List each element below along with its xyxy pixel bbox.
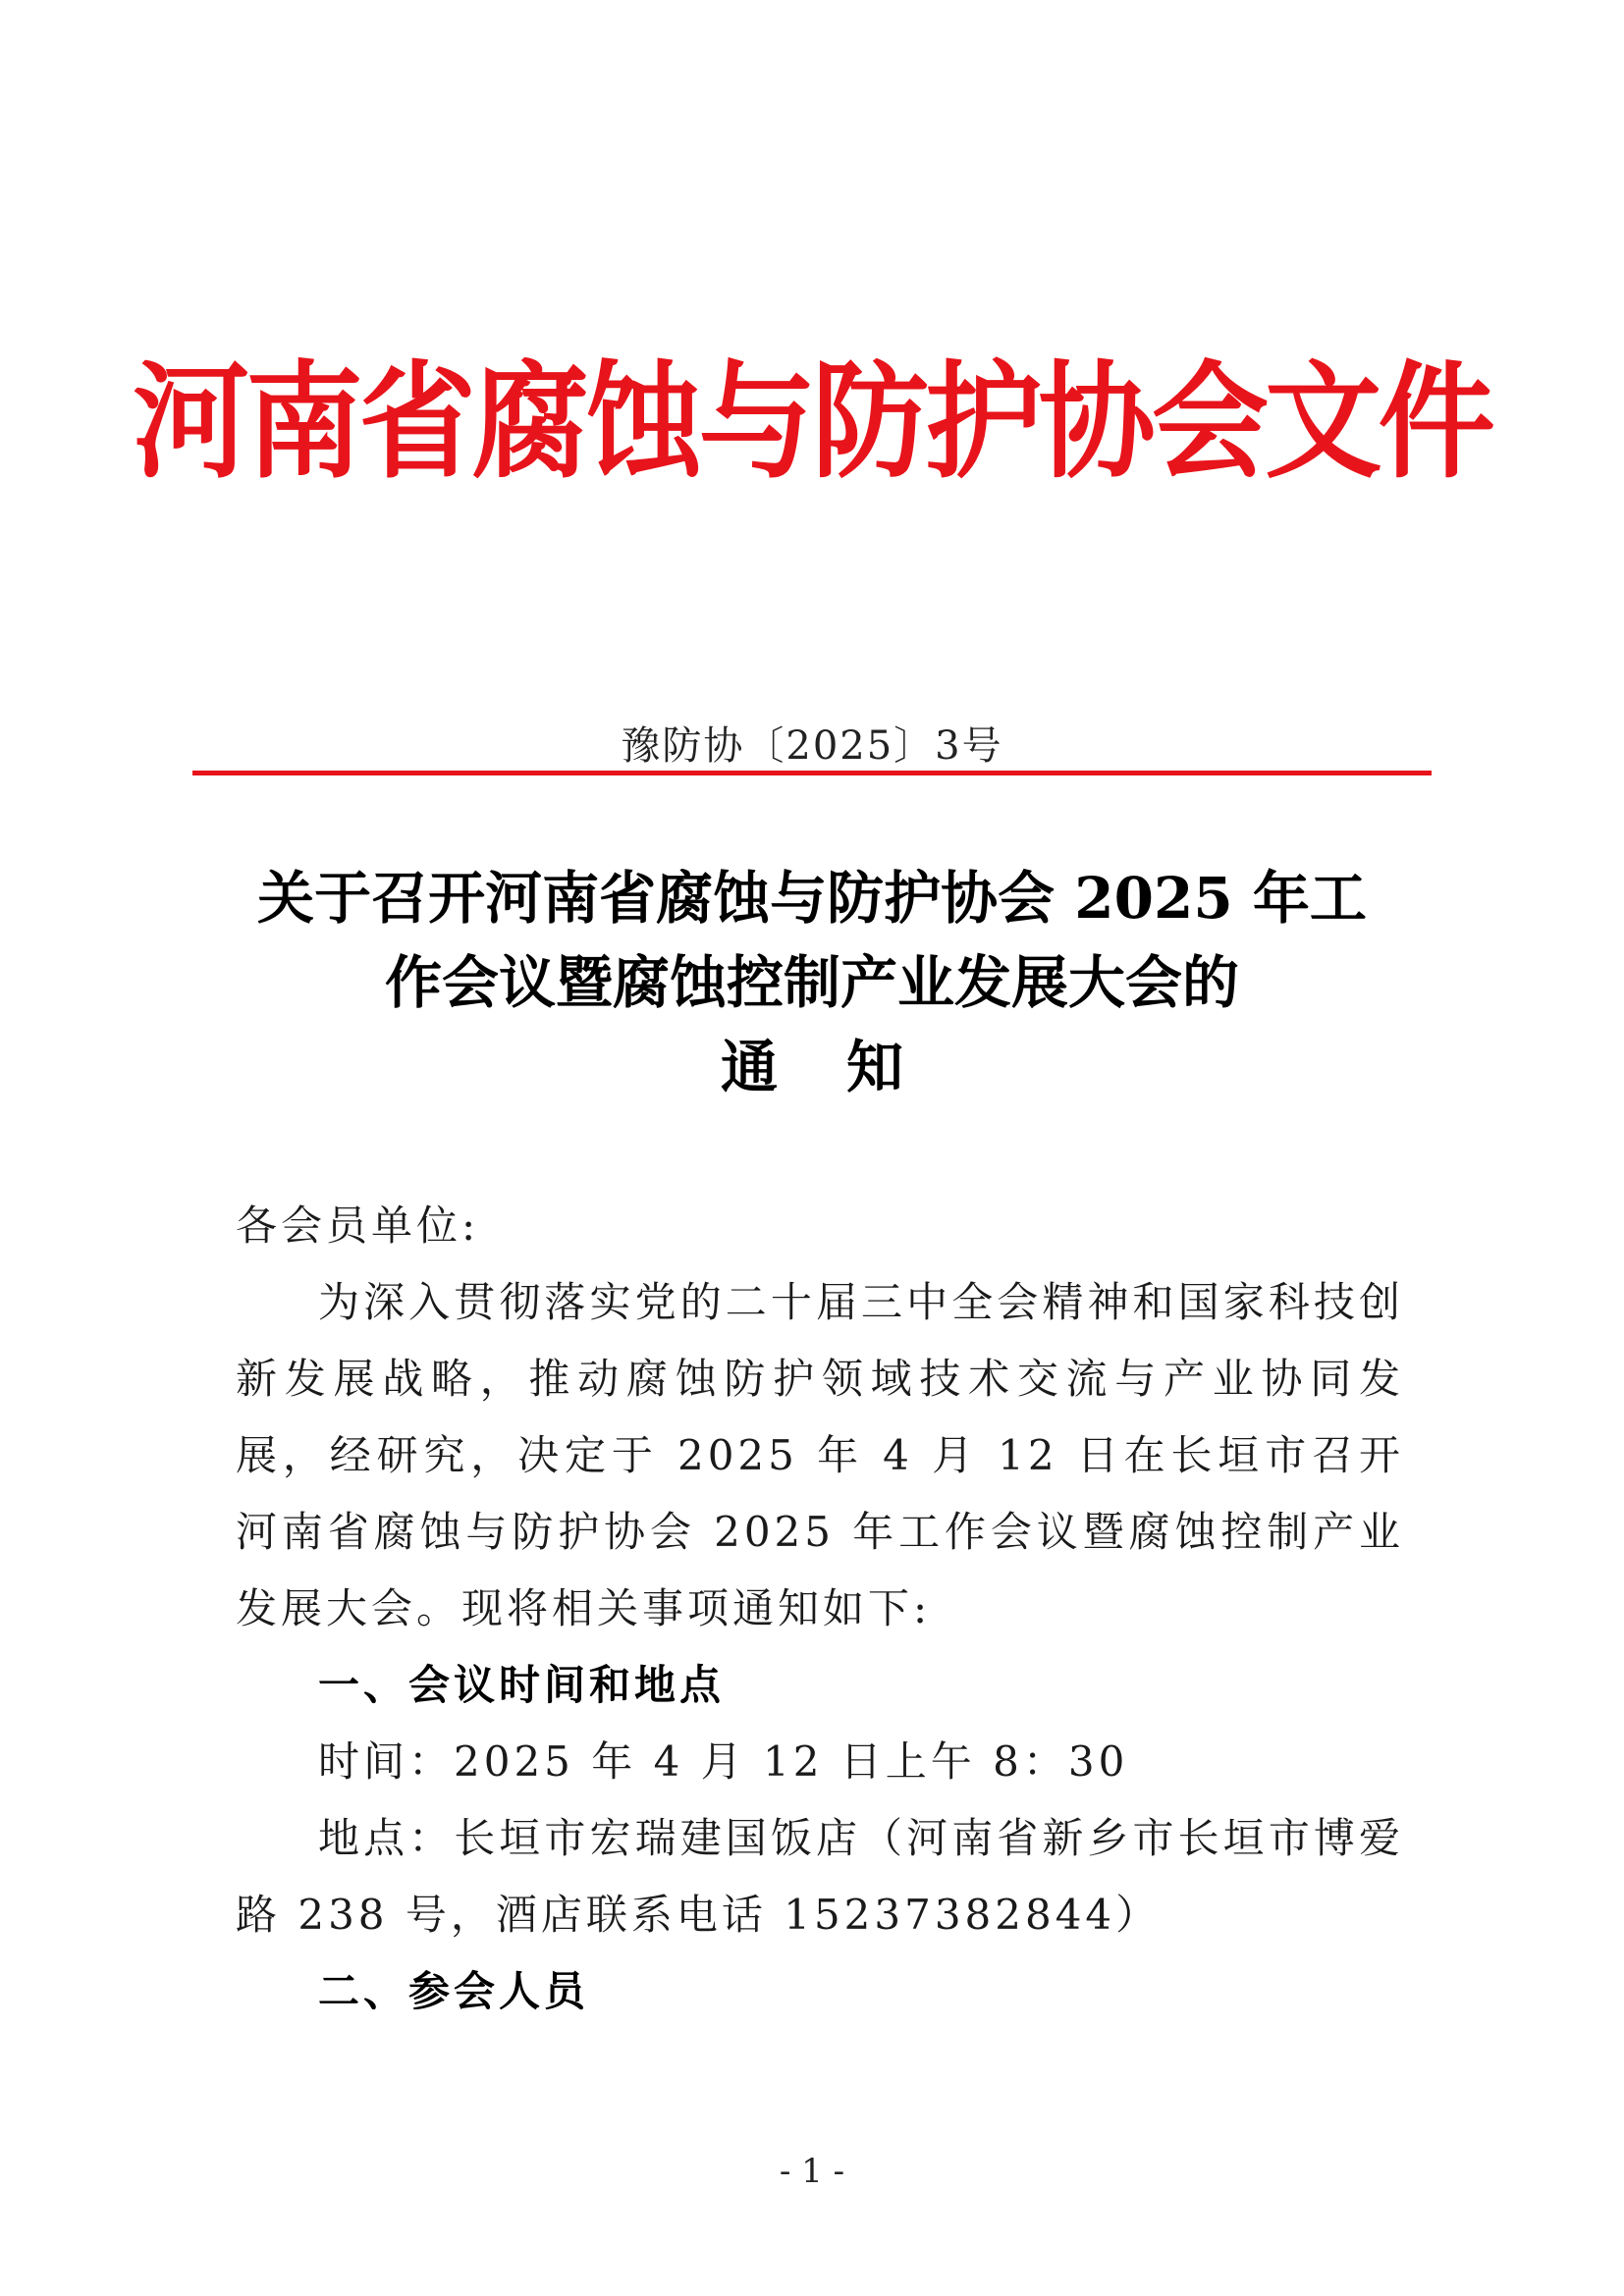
meeting-place: 地点：长垣市宏瑞建国饭店（河南省新乡市长垣市博爱路 238 号，酒店联系电话 15237382844） bbox=[236, 1814, 1404, 1939]
section-2-heading: 二、参会人员 bbox=[318, 1967, 590, 2015]
intro-paragraph: 为深入贯彻落实党的二十届三中全会精神和国家科技创新发展战略，推动腐蚀防护领域技术交流与产业协同发展，经研究，决定于 2025 年 4 月 12 日在长垣市召开河南省腐蚀与防护协会 2025 年工作会议暨腐蚀控制产业发展大会。现将相关事项通知如下: bbox=[236, 1278, 1404, 1632]
section-1-heading: 一、会议时间和地点 bbox=[318, 1661, 726, 1709]
masthead-title: 河南省腐蚀与防护协会文件 bbox=[133, 348, 1491, 496]
document-number: 豫防协〔2025〕3号 bbox=[621, 723, 1003, 769]
salutation: 各会员单位: bbox=[236, 1201, 480, 1250]
title-line-3: 通知 bbox=[720, 1034, 972, 1100]
red-divider-rule bbox=[192, 771, 1432, 775]
meeting-time: 时间：2025 年 4 月 12 日上午 8：30 bbox=[318, 1737, 1129, 1786]
notice-body bbox=[236, 1188, 1404, 2030]
notice-title bbox=[0, 856, 1624, 1109]
page-number: - 1 - bbox=[779, 2152, 845, 2191]
title-line-2: 作会议暨腐蚀控制产业发展大会的 bbox=[384, 949, 1239, 1016]
title-line-1: 关于召开河南省腐蚀与防护协会 2025 年工 bbox=[257, 865, 1367, 932]
